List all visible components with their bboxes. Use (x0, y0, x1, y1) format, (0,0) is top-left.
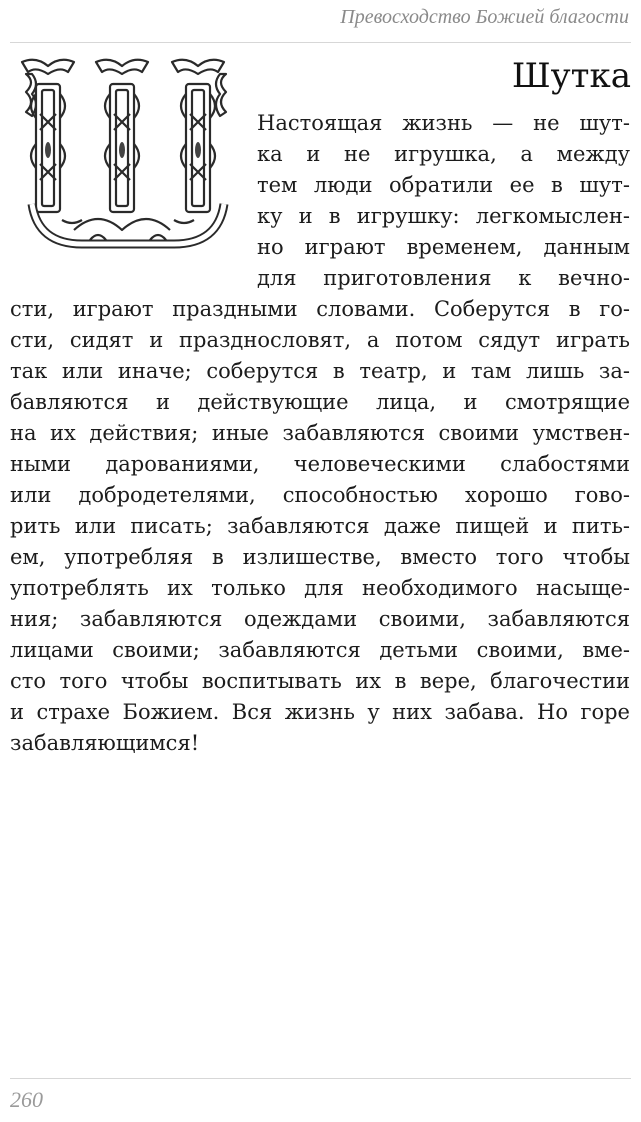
text-line: ными дарованиями, человеческими слабостями (10, 452, 630, 476)
text-line: забавляющимся! (10, 731, 200, 755)
text-line: бавляются и действующие лица, и смотрящие (10, 390, 630, 414)
drop-cap-stem-left (22, 60, 74, 212)
running-header: Превосходство Божией благости (340, 6, 629, 28)
text-line: употреблять их только для необходимого насыще- (10, 576, 630, 600)
text-line: сти, сидят и празднословят, а потом сядут играть (10, 328, 630, 352)
text-line: так или иначе; соберутся в театр, и там лишь за- (10, 359, 630, 383)
text-line: Настоящая жизнь — не шут- (257, 111, 630, 135)
text-line: сти, играют праздными словами. Соберутся в го- (10, 297, 630, 321)
text-line: тем люди обратили ее в шут- (257, 173, 630, 197)
text-line: рить или писать; забавляются даже пищей и пить- (10, 514, 630, 538)
text-line: ку и в игрушку: легкомыслен- (257, 204, 630, 228)
text-line: на их действия; иные забавляются своими умствен- (10, 421, 630, 445)
text-line: лицами своими; забавляются детьми своими, вме- (10, 638, 630, 662)
page-number: 260 (10, 1087, 43, 1112)
chapter-title: Шутка (511, 56, 631, 96)
header-divider (10, 42, 631, 43)
text-line: сто того чтобы воспитывать их в вере, благочестии (10, 669, 630, 693)
drop-cap-stem-right (172, 60, 226, 212)
footer-divider (10, 1078, 631, 1079)
text-line: ем, употребляя в излишестве, вместо того чтобы (10, 545, 630, 569)
text-line: или добродетелями, способностью хорошо гово- (10, 483, 630, 507)
drop-cap-stem-middle (96, 60, 148, 212)
text-line: но играют временем, данным (257, 235, 630, 259)
text-line: ния; забавляются одеждами своими, забавляются (10, 607, 630, 631)
text-line: для приготовления к вечно- (257, 266, 630, 290)
drop-cap-ornament (14, 54, 242, 254)
text-line: и страхе Божием. Вся жизнь у них забава. Но горе (10, 700, 630, 724)
text-line: ка и не игрушка, а между (257, 142, 630, 166)
